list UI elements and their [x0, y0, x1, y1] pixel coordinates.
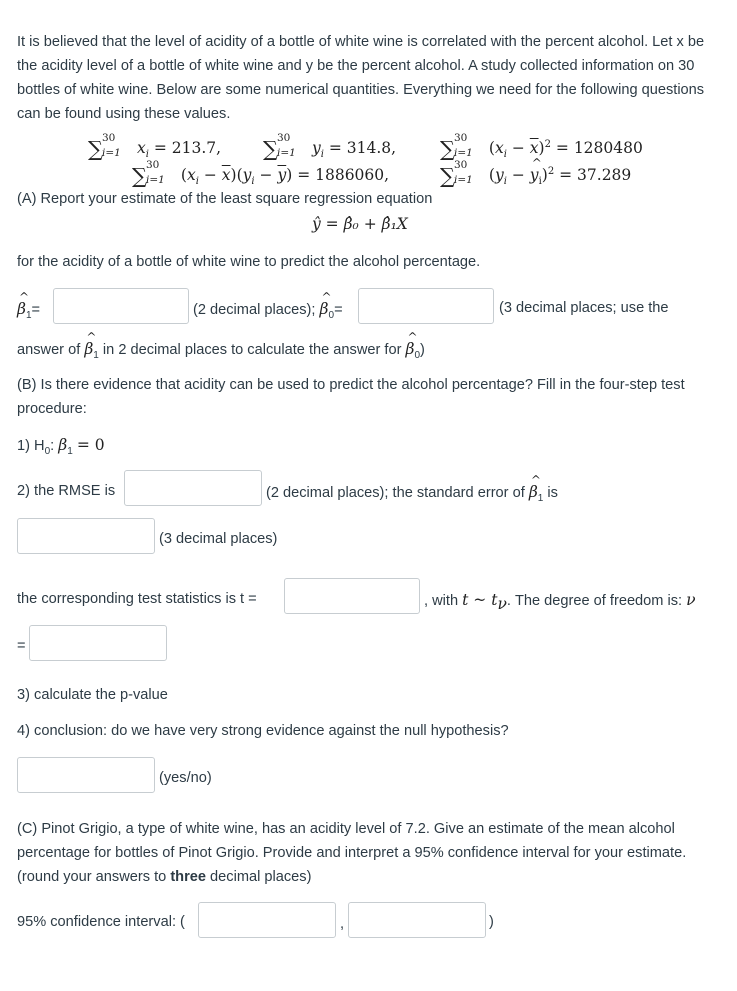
- part-b-prompt: (B) Is there evidence that acidity can be used to predict the alcohol percentage? Fill in the four-step test procedure:: [17, 377, 685, 417]
- df-input[interactable]: [29, 625, 167, 661]
- part-a-description: for the acidity of a bottle of white wine to predict the alcohol percentage.: [17, 254, 481, 270]
- sum-symbol: ∑ 30 i=1: [88, 132, 121, 161]
- sxx-value: 1280480: [573, 139, 643, 157]
- sse-equation: ∑ 30 i=1 ($y_i$ − ^ $y_i)^2 = 37.289$: [440, 165, 631, 187]
- ci-lower-input[interactable]: [198, 902, 336, 938]
- sum-x-equation: ∑ 30 i=1 $x_i = 213.7$,: [88, 132, 222, 161]
- beta0-hint: (3 decimal places; use the: [499, 300, 669, 316]
- sum-y-value: 314.8,: [346, 139, 397, 157]
- ci-comma: ,: [340, 916, 345, 932]
- rmse-label: 2) the RMSE is: [17, 483, 116, 499]
- beta0-input[interactable]: [358, 288, 494, 324]
- t-stat-label: the corresponding test statistics is t =: [17, 591, 257, 607]
- sum-symbol: ∑ 30 i=1: [440, 132, 473, 161]
- part-a-prompt: (A) Report your estimate of the least square regression equation: [17, 191, 433, 207]
- rmse-input[interactable]: [124, 470, 262, 506]
- sum-y-equation: ∑ 30 i=1 $y_i = 314.8$,: [263, 132, 397, 161]
- regression-equation: ŷ = β̂₀ + β̂₁X: [312, 215, 408, 233]
- t-stat-input[interactable]: [284, 578, 420, 614]
- sum-x-value: 213.7,: [171, 139, 222, 157]
- part-c-prompt: (C) Pinot Grigio, a type of white wine, has an acidity level of 7.2. Give an estimate of the mean alcohol percentage for bottles of Pinot Grigio. Provide and interpret a 95% confidence interval for your estimate. (round your answers to three decimal places): [17, 821, 687, 885]
- sum-symbol: ∑ 30 i=1: [440, 159, 473, 188]
- ci-close-paren: ): [489, 914, 494, 930]
- step3-text: 3) calculate the p-value: [17, 687, 168, 703]
- ci-upper-input[interactable]: [348, 902, 486, 938]
- conclusion-input[interactable]: [17, 757, 155, 793]
- sxy-value: 1886060,: [315, 166, 390, 184]
- sum-symbol: ∑ 30 i=1: [132, 159, 165, 188]
- ci-label: 95% confidence interval: (: [17, 914, 185, 930]
- sxy-equation: ∑ 30 i=1 $(x_i - \overline{x})(y_i - \overline{y}) = 1886060$,: [132, 159, 390, 188]
- null-hypothesis: 1) $H_0$: $\beta_1 = 0$: [17, 436, 105, 457]
- t-distribution-text: , with t ~ $t_\nu$. The degree of freedom is: ν: [424, 591, 696, 613]
- beta1-label: ^ $\beta_1=$: [17, 300, 40, 321]
- sse-value: 37.289: [577, 166, 632, 184]
- se-beta1-input[interactable]: [17, 518, 155, 554]
- beta1-hint: (2 decimal places); ^ $\beta_0=$: [193, 300, 343, 321]
- step4-text: 4) conclusion: do we have very strong evidence against the null hypothesis?: [17, 723, 509, 739]
- yes-no-hint: (yes/no): [159, 770, 212, 786]
- rmse-hint: (2 decimal places); the standard error of ^ $\beta_1$ is: [266, 483, 558, 504]
- se-hint: (3 decimal places): [159, 531, 278, 547]
- beta1-input[interactable]: [53, 288, 189, 324]
- sxx-equation: ∑ 30 i=1 $(x_i - \overline{x})^2 = 1280480$: [440, 132, 643, 161]
- beta0-hint-continued: answer of ^ $\beta_1$ in 2 decimal places to calculate the answer for ^ $\beta_0$): [17, 340, 425, 361]
- intro-paragraph: It is believed that the level of acidity of a bottle of white wine is correlated with the percent alcohol. Let x be the acidity level of a bottle of white wine and y be the percent alcohol. A study collected information on 30 bottles of white wine. Below are some numerical quantities. Everything we need for the following questions can be found using these values.: [17, 34, 705, 122]
- sum-symbol: ∑ 30 i=1: [263, 132, 296, 161]
- df-equals: =: [17, 638, 26, 654]
